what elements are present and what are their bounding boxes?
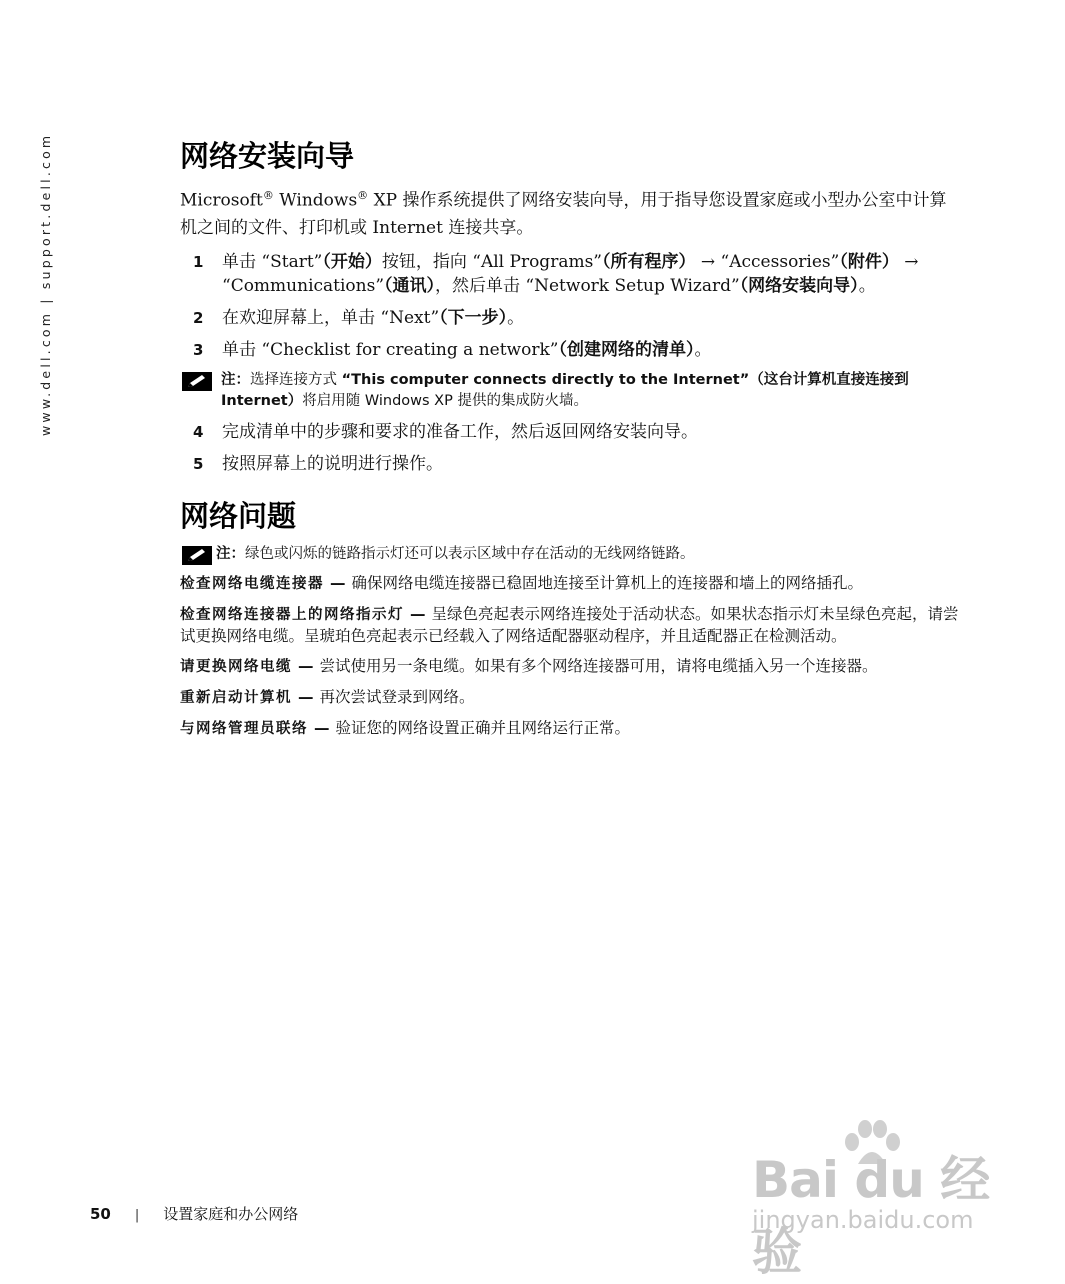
step-number: 1 (193, 252, 204, 271)
section-title-network-setup: 网络安装向导 (180, 139, 355, 173)
step-number: 3 (193, 340, 204, 359)
step-item: 4 完成清单中的步骤和要求的准备工作，然后返回网络安装向导。 (193, 421, 698, 442)
watermark-url: jingyan.baidu.com (752, 1206, 974, 1234)
intro-paragraph: Microsoft® Windows® XP 操作系统提供了网络安装向导，用于指导您设置家庭或小型办公室中计算机之间的文件、打印机或 Internet 连接共享。 (180, 189, 947, 238)
page-content (180, 130, 960, 749)
note-label: 注： (216, 545, 245, 562)
baidu-watermark (752, 1120, 1012, 1281)
page-footer (90, 1203, 298, 1224)
step-item: 1 单击 “Start”（开始）按钮，指向 “All Programs”（所有程序） → “Accessories”（附件） → “Communications”（通讯），然后单击 “Network Setup Wizard”（网络安装向导）。 (193, 251, 919, 296)
step-item: 5 按照屏幕上的说明进行操作。 (193, 453, 443, 474)
footer-separator: | (134, 1208, 140, 1223)
watermark-logo: Bai du 经验 (752, 1151, 990, 1281)
pencil-note-icon (182, 372, 212, 391)
trouble-heading: 请更换网络电缆 (180, 658, 292, 675)
trouble-heading: 检查网络电缆连接器 (180, 575, 324, 592)
step-number: 5 (193, 454, 204, 473)
pencil-note-icon (182, 546, 212, 565)
trouble-item: 检查网络连接器上的网络指示灯 — 呈绿色亮起表示网络连接处于活动状态。如果状态指示灯未呈绿色亮起，请尝试更换网络电缆。呈琥珀色亮起表示已经载入了网络适配器驱动程序，并且适配器正在检测活动。 (180, 604, 959, 645)
steps-list (180, 250, 960, 362)
trouble-item: 请更换网络电缆 — 尝试使用另一条电缆。如果有多个网络连接器可用，请将电缆插入另一个连接器。 (180, 656, 878, 675)
steps-list-continued (180, 420, 960, 476)
chapter-title: 设置家庭和办公网络 (163, 1205, 299, 1223)
trouble-item: 与网络管理员联络 — 验证您的网络设置正确并且网络运行正常。 (180, 718, 631, 737)
note-link-light: 注：绿色或闪烁的链路指示灯还可以表示区域中存在活动的无线网络链路。 (180, 544, 960, 565)
note-firewall: 注：选择连接方式 “This computer connects directly to the Internet”（这台计算机直接连接到 Internet）将启用随 Windows XP 提供的集成防火墙。 (180, 370, 960, 412)
step-number: 2 (193, 308, 204, 327)
trouble-item: 重新启动计算机 — 再次尝试登录到网络。 (180, 687, 475, 706)
trouble-item: 检查网络电缆连接器 — 确保网络电缆连接器已稳固地连接至计算机上的连接器和墙上的网络插孔。 (180, 573, 864, 592)
side-url: www.dell.com | support.dell.com (38, 132, 53, 436)
step-number: 4 (193, 422, 204, 441)
step-item: 2 在欢迎屏幕上，单击 “Next”（下一步）。 (193, 307, 525, 328)
page-number: 50 (90, 1205, 111, 1223)
step-item: 3 单击 “Checklist for creating a network”（创建网络的清单）。 (193, 339, 712, 360)
trouble-heading: 重新启动计算机 (180, 689, 292, 706)
note-label: 注： (221, 371, 250, 388)
trouble-heading: 检查网络连接器上的网络指示灯 (180, 606, 404, 623)
trouble-heading: 与网络管理员联络 (180, 720, 308, 737)
section-title-network-problems: 网络问题 (180, 498, 297, 533)
